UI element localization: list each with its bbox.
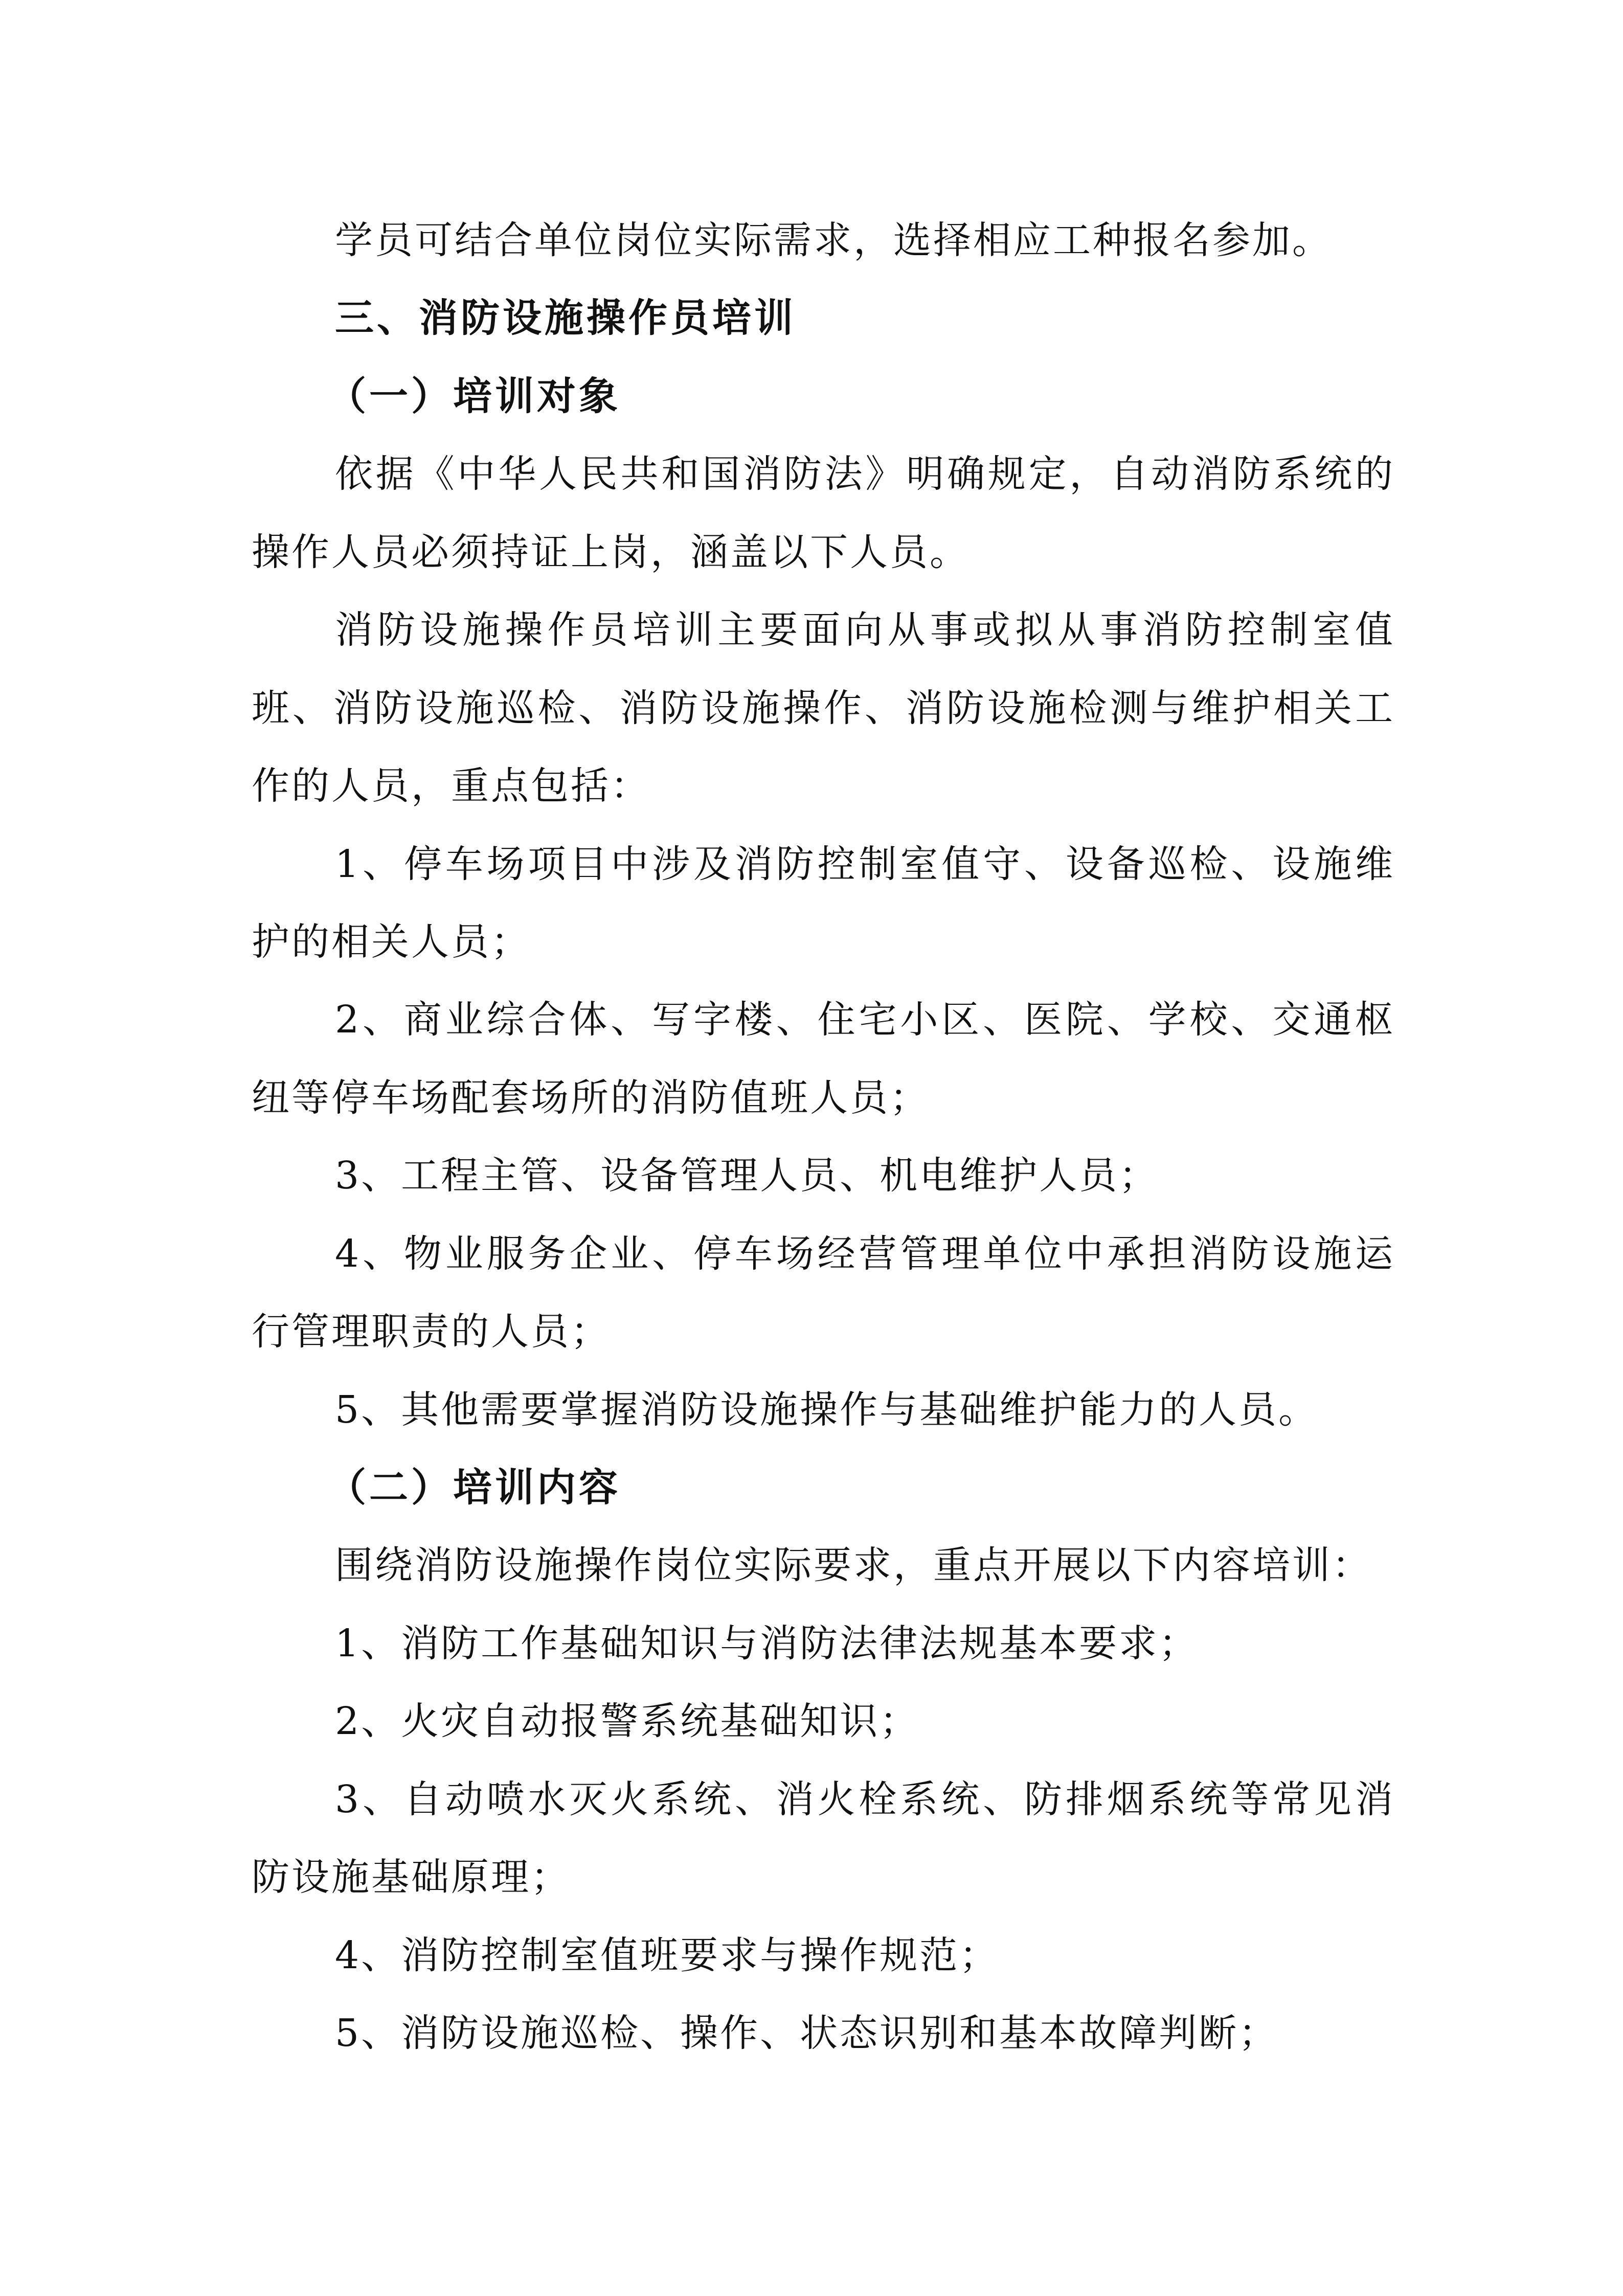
list-item: 5、消防设施巡检、操作、状态识别和基本故障判断；: [335, 2011, 1279, 2055]
paragraph-line: 围绕消防设施操作岗位实际要求，重点开展以下内容培训：: [335, 1543, 1372, 1587]
list-item-continuation: 纽等停车场配套场所的消防值班人员；: [252, 1076, 930, 1120]
paragraph-line: 作的人员，重点包括：: [252, 764, 650, 808]
list-item-continuation: 护的相关人员；: [252, 920, 531, 964]
paragraph-line: 操作人员必须持证上岗，涵盖以下人员。: [252, 530, 970, 574]
section-heading: 三、消防设施操作员培训: [335, 295, 796, 341]
list-item: 4、物业服务企业、停车场经营管理单位中承担消防设施运: [335, 1232, 1393, 1276]
list-item: 4、消防控制室值班要求与操作规范；: [335, 1933, 1000, 1977]
list-item-continuation: 防设施基础原理；: [252, 1855, 571, 1899]
subsection-heading: （二）培训内容: [327, 1465, 621, 1510]
paragraph-line: 班、消防设施巡检、消防设施操作、消防设施检测与维护相关工: [252, 686, 1393, 730]
list-item-continuation: 行管理职责的人员；: [252, 1310, 611, 1354]
list-item: 1、消防工作基础知识与消防法律法规基本要求；: [335, 1622, 1199, 1665]
list-item: 2、火灾自动报警系统基础知识；: [335, 1699, 920, 1743]
list-item: 5、其他需要掌握消防设施操作与基础维护能力的人员。: [335, 1388, 1319, 1432]
paragraph-line: 学员可结合单位岗位实际需求，选择相应工种报名参加。: [335, 218, 1332, 262]
list-item: 1、停车场项目中涉及消防控制室值守、设备巡检、设施维: [335, 842, 1393, 886]
subsection-heading: （一）培训对象: [327, 373, 621, 419]
paragraph-line: 消防设施操作员培训主要面向从事或拟从事消防控制室值: [335, 608, 1393, 652]
list-item: 3、自动喷水灭火系统、消火栓系统、防排烟系统等常见消: [335, 1777, 1393, 1821]
list-item: 3、工程主管、设备管理人员、机电维护人员；: [335, 1154, 1159, 1198]
paragraph-line: 依据《中华人民共和国消防法》明确规定，自动消防系统的: [335, 452, 1393, 496]
list-item: 2、商业综合体、写字楼、住宅小区、医院、学校、交通枢: [335, 998, 1393, 1042]
